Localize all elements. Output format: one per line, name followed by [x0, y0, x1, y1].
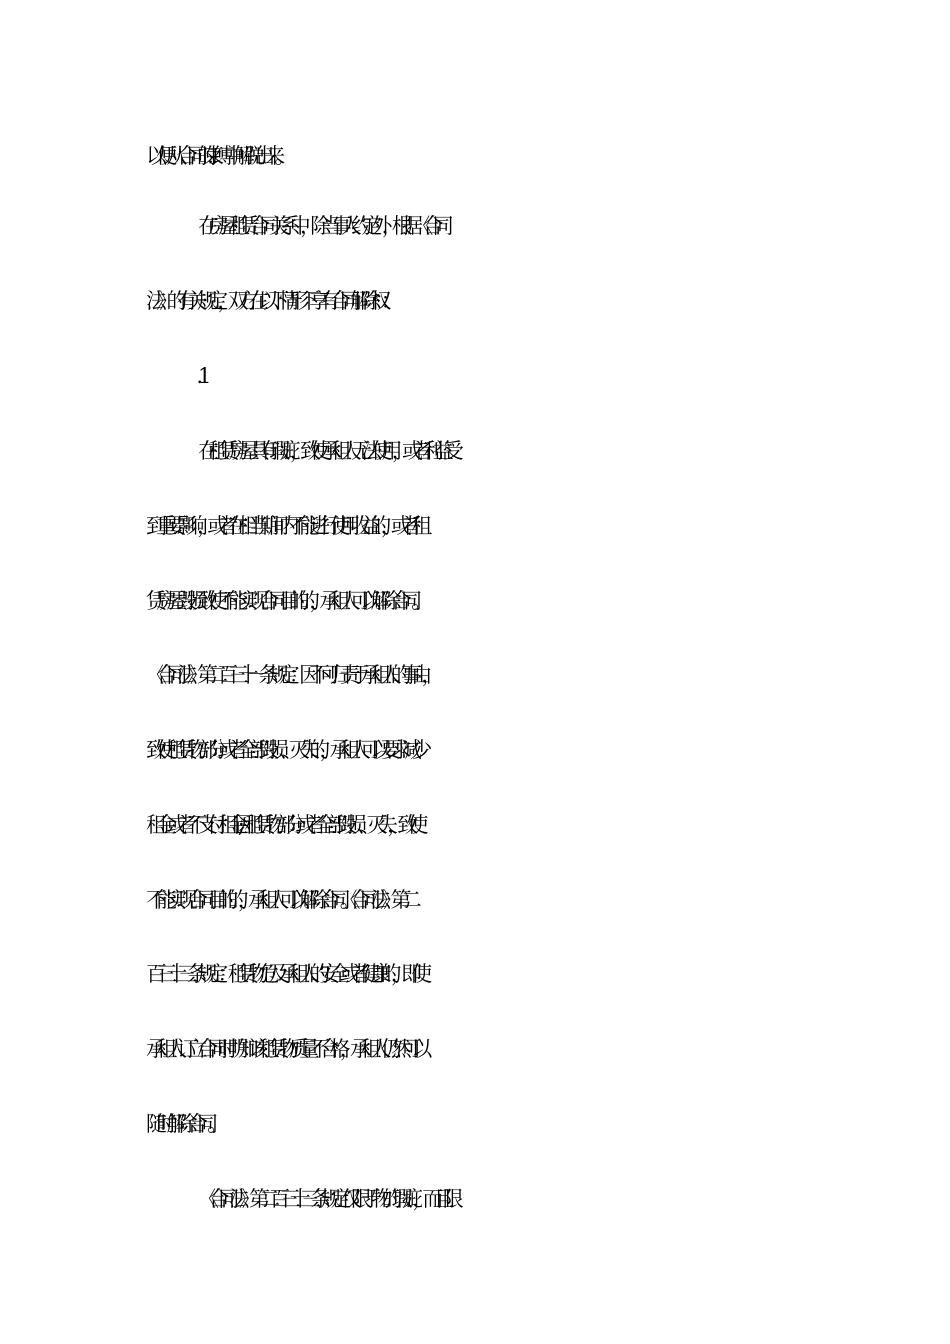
paragraph-2-line-2: 法》的有关规定，双方在以下情形下享有合同解除权：: [146, 289, 391, 313]
paragraph-4-line-1: 《合同法》第二百三十三条规定仅限于物的瑕疵，而且限: [198, 1187, 453, 1211]
paragraph-3-line-9: 承租人订立合同时明知该租赁物质量不合格，承租人仍然可以: [146, 1037, 422, 1061]
text-line-1: 以便从合同的.束缚中解脱出来。: [146, 144, 285, 168]
paragraph-3-line-7: 不能实现合同目的的，承租人可以解除合同。《合同法》第二: [146, 888, 411, 912]
paragraph-3-line-3: 赁房屋毁损致使不能实现合同目的的，承租人可以解除合同。: [146, 589, 422, 613]
paragraph-3-line-2: 到重要影响，或者在相当期间内不能进行使用收益的，或者租: [146, 514, 422, 538]
paragraph-3-line-4: 《合同法》第二百三十一条规定：因不可归责于承租人的事由，: [146, 663, 432, 687]
paragraph-3-line-10: 随时解除合同。: [146, 1112, 218, 1136]
list-number: [198, 362, 878, 390]
paragraph-3-line-5: 致使租赁物部分或者全部毁损、灭失的，承租人可以要求减少: [146, 738, 422, 762]
paragraph-2-line-1: 在房屋租赁合同关系中，除当事人约定外，根据《合同: [198, 214, 443, 238]
paragraph-3-line-1: 在租赁房屋具有瑕疵，致使承租人无法使用，或者利益受: [198, 439, 453, 463]
paragraph-3-line-8: 百三十三条规定：租赁物危及承租人的安全或者健康的，即使: [146, 962, 422, 986]
paragraph-3-line-6: 租金或者不支付租金;因租赁物部分或者全部毁损、灭失，致使: [146, 813, 418, 837]
